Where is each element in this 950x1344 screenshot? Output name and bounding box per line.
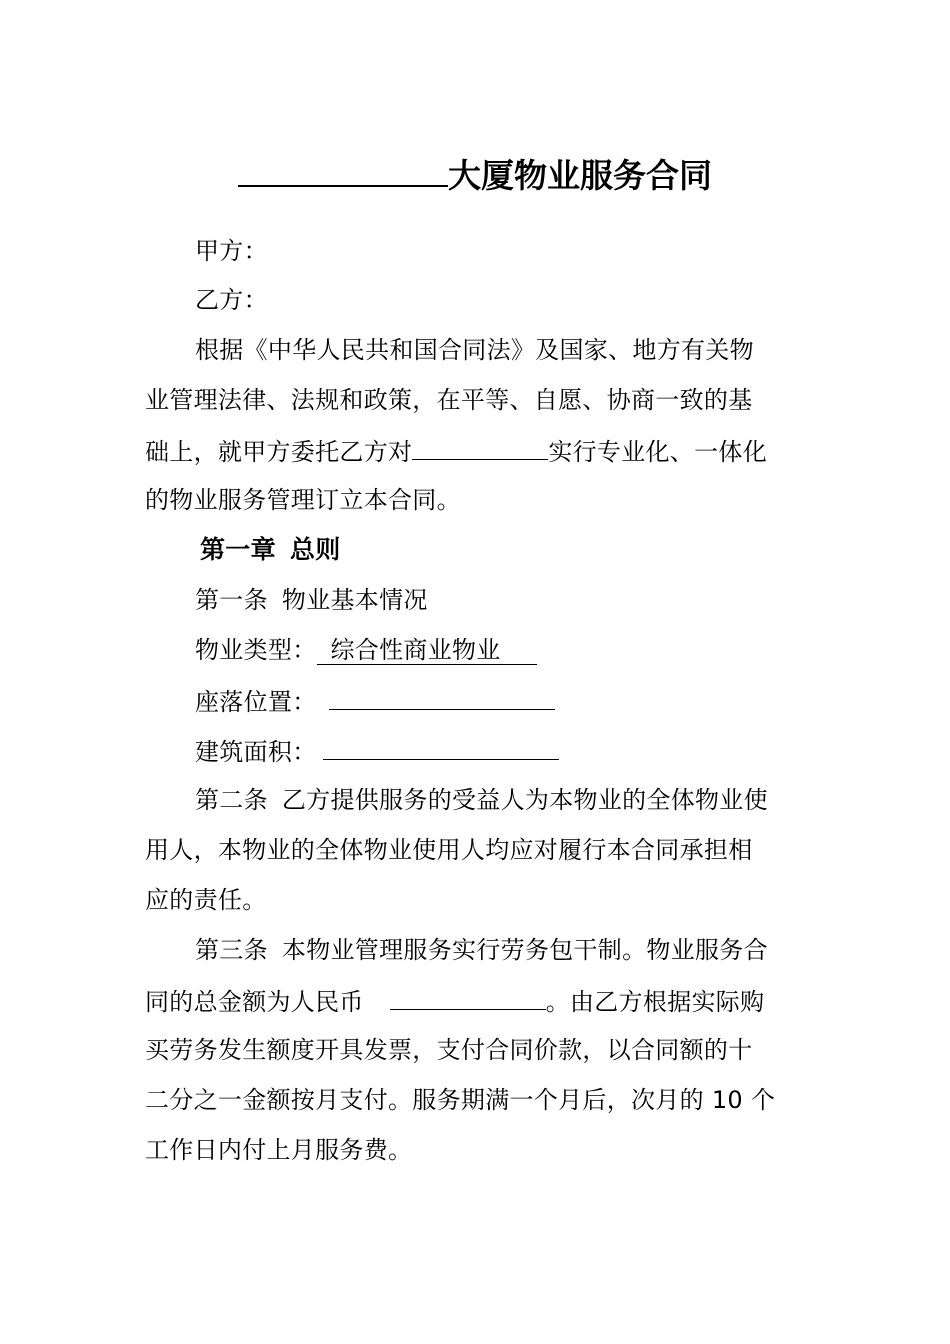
article-3-line-3: 买劳务发生额度开具发票，支付合同价款，以合同额的十 <box>145 1036 753 1064</box>
article-3-line-2-before: 同的总金额为人民币 <box>145 988 364 1016</box>
property-name-blank <box>412 435 548 460</box>
article-1-number: 第一条 <box>195 586 268 614</box>
article-2-number: 第二条 <box>195 786 268 814</box>
chapter-1-name: 总则 <box>289 535 341 564</box>
area-label: 建筑面积： <box>195 738 317 766</box>
preamble-line-2: 业管理法律、法规和政策，在平等、自愿、协商一致的基 <box>145 386 753 414</box>
chapter-1-number: 第一章 <box>200 535 276 564</box>
title-blank-line <box>238 153 448 187</box>
property-type-line <box>195 635 537 665</box>
party-a-line: 甲方： <box>195 237 268 265</box>
location-label: 座落位置： <box>195 688 317 716</box>
article-2-text-1: 乙方提供服务的受益人为本物业的全体物业使 <box>281 786 768 814</box>
document-title <box>0 153 950 197</box>
chapter-1-heading <box>200 535 341 565</box>
property-type-label: 物业类型： <box>195 636 317 664</box>
preamble-line-3 <box>145 435 767 467</box>
title-text: 大厦物业服务合同 <box>448 156 712 195</box>
preamble-line-1: 根据《中华人民共和国合同法》及国家、地方有关物 <box>195 336 754 364</box>
area-blank <box>323 735 559 760</box>
preamble-line-3-after: 实行专业化、一体化 <box>548 438 768 466</box>
article-3-line-4: 二分之一金额按月支付。服务期满一个月后，次月的 10 个 <box>145 1086 776 1114</box>
party-b-line: 乙方： <box>195 286 268 314</box>
article-2-line-3: 应的责任。 <box>145 886 267 914</box>
location-blank <box>329 685 555 710</box>
preamble-line-4: 的物业服务管理订立本合同。 <box>145 486 461 514</box>
amount-blank <box>390 985 546 1010</box>
property-type-value: 综合性商业物业 <box>317 636 537 665</box>
location-line <box>195 685 555 717</box>
article-3-line-2-after: 。由乙方根据实际购 <box>545 988 765 1016</box>
article-3-line-5: 工作日内付上月服务费。 <box>145 1136 413 1164</box>
article-3-text-1: 本物业管理服务实行劳务包干制。物业服务合 <box>281 936 768 964</box>
article-1-title: 物业基本情况 <box>281 586 428 614</box>
preamble-line-3-before: 础上，就甲方委托乙方对 <box>145 438 413 466</box>
article-3-number: 第三条 <box>195 936 268 964</box>
article-2-line-1 <box>195 785 768 815</box>
area-line <box>195 735 559 767</box>
article-3-line-2 <box>145 985 764 1017</box>
article-2-line-2: 用人，本物业的全体物业使用人均应对履行本合同承担相 <box>145 836 753 864</box>
article-3-line-1 <box>195 935 768 965</box>
article-1-heading <box>195 585 428 615</box>
